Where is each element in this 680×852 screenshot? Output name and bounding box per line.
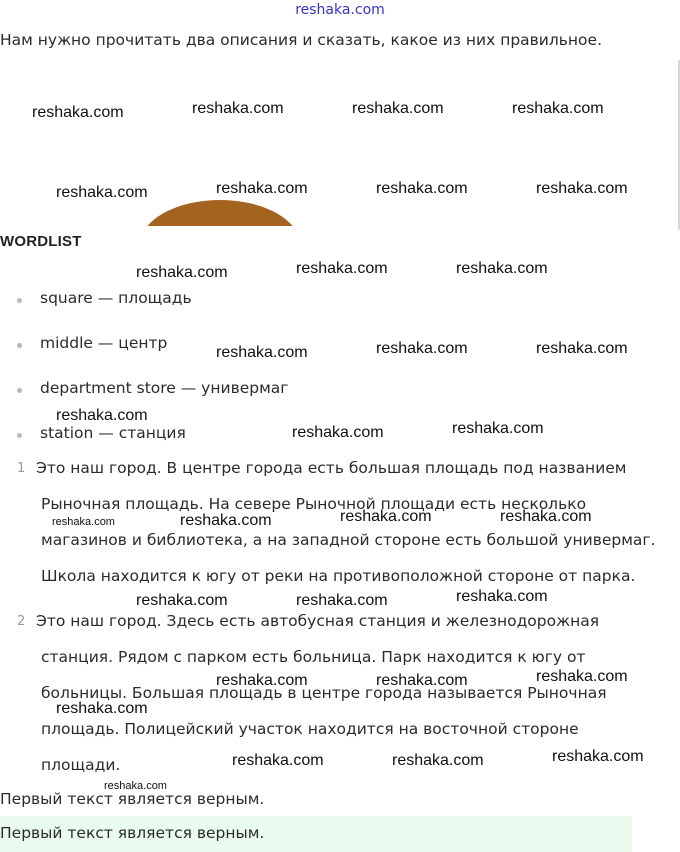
- bullet-icon: [17, 298, 22, 303]
- watermark: reshaka.com: [192, 100, 284, 117]
- watermark: reshaka.com: [552, 748, 644, 765]
- description-line: больницы. Большая площадь в центре города называется Рыночная: [41, 684, 607, 702]
- watermark: reshaka.com: [340, 508, 432, 525]
- description-line: станция. Рядом с парком есть больница. Парк находится к югу от: [41, 648, 586, 666]
- wordlist-item: department store — универмаг: [40, 379, 289, 397]
- watermark: reshaka.com: [180, 512, 272, 529]
- watermark: reshaka.com: [452, 420, 544, 437]
- watermark: reshaka.com: [56, 700, 148, 717]
- map-image-fragment: [130, 196, 310, 226]
- watermark: reshaka.com: [216, 672, 308, 689]
- description-line: Это наш город. Здесь есть автобусная станция и железнодорожная: [36, 612, 600, 630]
- watermark: reshaka.com: [500, 508, 592, 525]
- watermark: reshaka.com: [296, 592, 388, 609]
- watermark: reshaka.com: [216, 344, 308, 361]
- watermark: reshaka.com: [376, 180, 468, 197]
- answer-text: Первый текст является верным.: [0, 790, 265, 808]
- watermark: reshaka.com: [32, 104, 124, 121]
- wordlist-item: square — площадь: [40, 289, 192, 307]
- watermark: reshaka.com: [456, 588, 548, 605]
- description-line: Это наш город. В центре города есть большая площадь под названием: [36, 459, 627, 477]
- watermark: reshaka.com: [536, 340, 628, 357]
- watermark: reshaka.com: [56, 184, 148, 201]
- watermark: reshaka.com: [52, 516, 115, 528]
- description-line: магазинов и библиотека, а на западной стороне есть большой универмаг.: [41, 531, 656, 549]
- watermark: reshaka.com: [512, 100, 604, 117]
- watermark: reshaka.com: [56, 407, 148, 424]
- bullet-icon: [17, 388, 22, 393]
- site-header-link[interactable]: reshaka.com: [295, 2, 385, 18]
- watermark: reshaka.com: [536, 180, 628, 197]
- description-line: Рыночная площадь. На севере Рыночной площади есть несколько: [41, 495, 587, 513]
- watermark: reshaka.com: [536, 668, 628, 685]
- wordlist-item: station — станция: [40, 424, 186, 442]
- watermark: reshaka.com: [456, 260, 548, 277]
- watermark: reshaka.com: [292, 424, 384, 441]
- watermark: reshaka.com: [216, 180, 308, 197]
- wordlist-title: WORDLIST: [0, 233, 82, 250]
- watermark: reshaka.com: [136, 264, 228, 281]
- watermark: reshaka.com: [296, 260, 388, 277]
- watermark: reshaka.com: [136, 592, 228, 609]
- wordlist-item: middle — центр: [40, 334, 168, 352]
- description-line: Школа находится к югу от реки на противоположной стороне от парка.: [41, 567, 636, 585]
- watermark: reshaka.com: [376, 340, 468, 357]
- watermark: reshaka.com: [352, 100, 444, 117]
- bullet-icon: [17, 433, 22, 438]
- watermark: reshaka.com: [392, 752, 484, 769]
- description-line: площадь. Полицейский участок находится на восточной стороне: [41, 720, 579, 738]
- bullet-icon: [17, 343, 22, 348]
- description-line: площади.: [41, 756, 121, 774]
- watermark: reshaka.com: [376, 672, 468, 689]
- watermark: reshaka.com: [232, 752, 324, 769]
- answer-highlighted-text: Первый текст является верным.: [0, 824, 265, 842]
- description-number: 1: [17, 461, 26, 476]
- intro-text: Нам нужно прочитать два описания и сказать, какое из них правильное.: [0, 31, 603, 49]
- watermark: reshaka.com: [104, 780, 167, 792]
- description-number: 2: [17, 614, 26, 629]
